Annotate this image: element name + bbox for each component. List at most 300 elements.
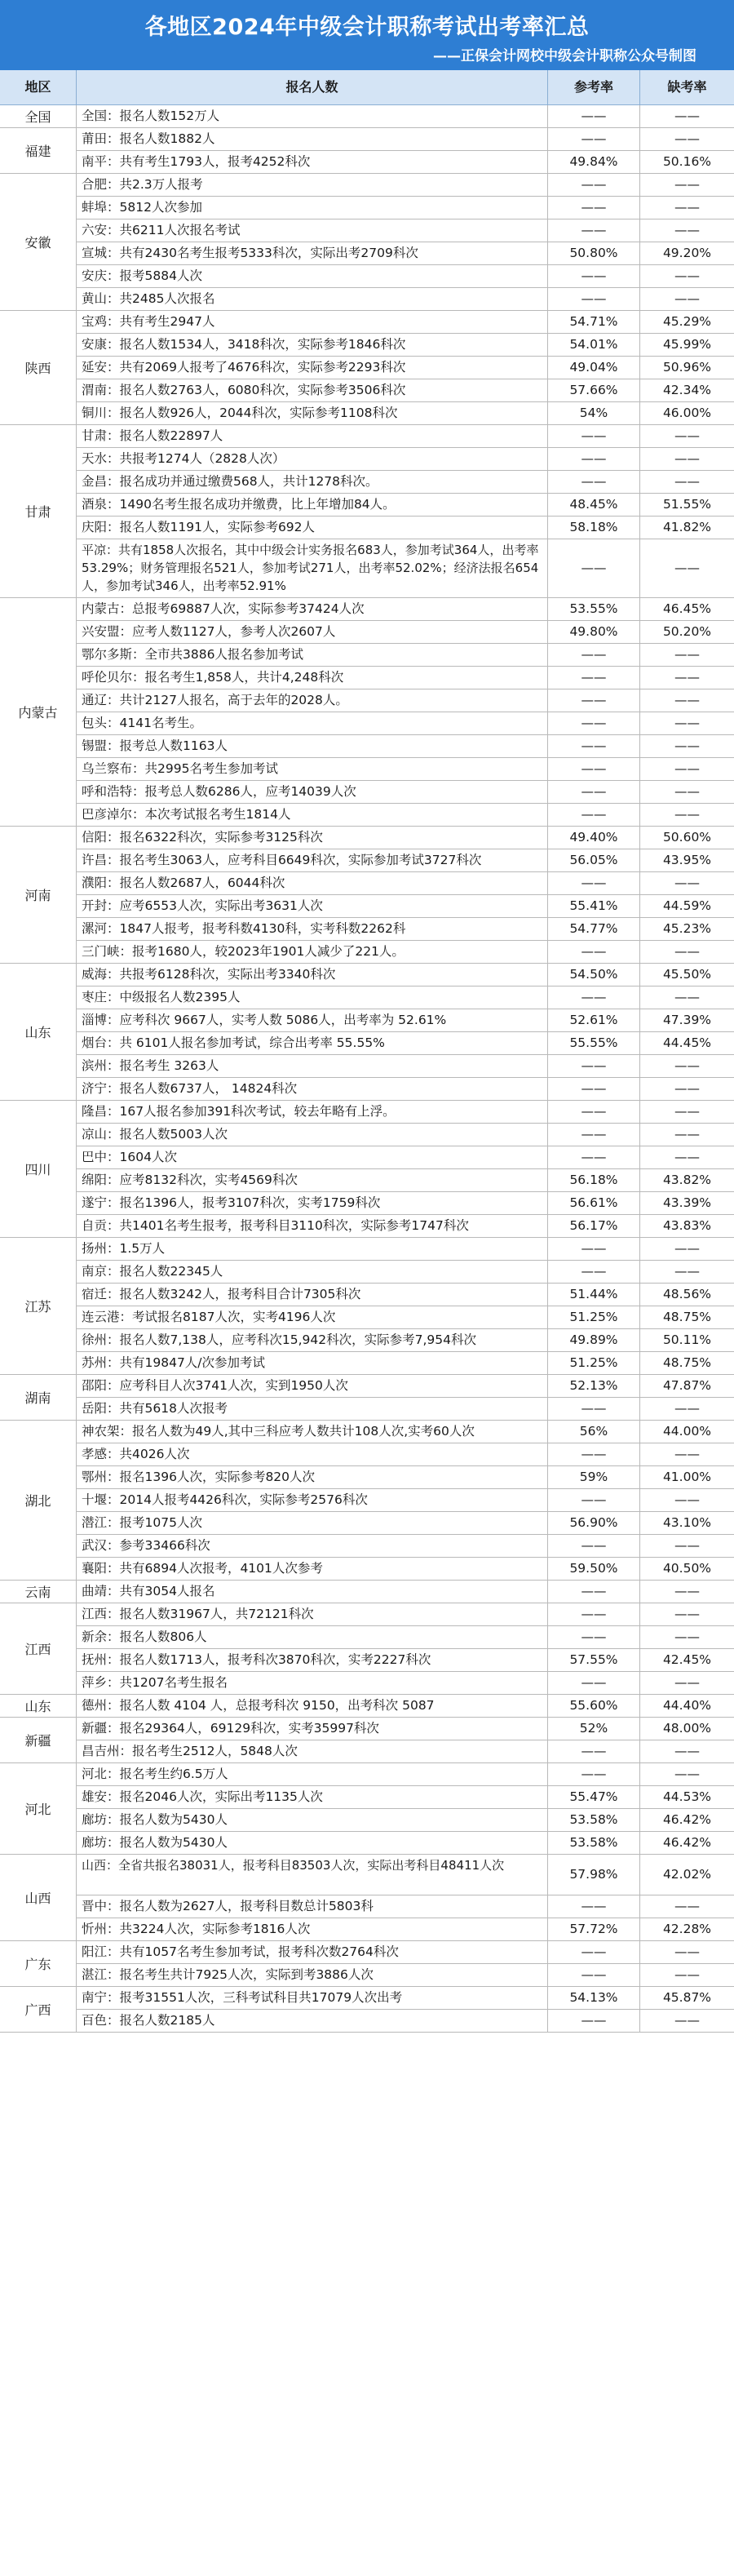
count-cell: 庆阳：报名人数1191人，实际参考692人	[77, 517, 548, 539]
count-cell: 滨州：报名考生 3263人	[77, 1055, 548, 1078]
table-row	[0, 357, 734, 379]
count-cell: 淄博：应考科次 9667人，实考人数 5086人，出考率为 52.61%	[77, 1009, 548, 1032]
attend-rate-cell: 57.55%	[548, 1649, 640, 1672]
absent-rate-cell: 42.34%	[640, 379, 734, 402]
count-cell: 兴安盟：应考人数1127人，参考人次2607人	[77, 621, 548, 644]
attend-rate-cell: ——	[548, 539, 640, 598]
absent-rate-cell: 49.20%	[640, 242, 734, 265]
attend-rate-cell: 57.98%	[548, 1855, 640, 1895]
count-cell: 安康：报名人数1534人，3418科次，实际参考1846科次	[77, 334, 548, 357]
attend-rate-cell: ——	[548, 1672, 640, 1695]
table-row	[0, 1375, 734, 1398]
count-cell: 新疆：报名29364人，69129科次，实考35997科次	[77, 1718, 548, 1740]
region-cell: 江苏	[0, 1238, 77, 1375]
table-row	[0, 1964, 734, 1987]
count-cell: 宿迁：报名人数3242人，报考科目合计7305科次	[77, 1284, 548, 1306]
absent-rate-cell: 44.53%	[640, 1786, 734, 1809]
absent-rate-cell: 47.87%	[640, 1375, 734, 1398]
count-cell: 宝鸡：共有考生2947人	[77, 311, 548, 334]
absent-rate-cell: ——	[640, 1443, 734, 1466]
absent-rate-cell: ——	[640, 689, 734, 712]
count-cell: 岳阳：共有5618人次报考	[77, 1398, 548, 1421]
table-row	[0, 1832, 734, 1855]
table-row	[0, 987, 734, 1009]
table-row	[0, 689, 734, 712]
attend-rate-cell: ——	[548, 1941, 640, 1964]
absent-rate-cell: ——	[640, 735, 734, 758]
region-cell: 山西	[0, 1855, 77, 1941]
count-cell: 德州：报名人数 4104 人，总报考科次 9150，出考科次 5087	[77, 1695, 548, 1718]
page-subtitle: ——正保会计网校中级会计职称公众号制图	[433, 48, 696, 64]
table-row	[0, 1261, 734, 1284]
absent-rate-cell: 45.29%	[640, 311, 734, 334]
count-cell: 湛江：报名考生共计7925人次，实际到考3886人次	[77, 1964, 548, 1987]
attend-rate-cell: ——	[548, 1626, 640, 1649]
count-cell: 昌吉州：报名考生2512人，5848人次	[77, 1740, 548, 1763]
attend-rate-cell: 53.55%	[548, 598, 640, 621]
absent-rate-cell: 42.02%	[640, 1855, 734, 1895]
absent-rate-cell: ——	[640, 2010, 734, 2033]
count-cell: 徐州：报名人数7,138人，应考科次15,942科次，实际参考7,954科次	[77, 1329, 548, 1352]
count-cell: 许昌：报名考生3063人，应考科目6649科次，实际参加考试3727科次	[77, 849, 548, 872]
attend-rate-cell: 50.80%	[548, 242, 640, 265]
attend-rate-cell: ——	[548, 1101, 640, 1124]
count-cell: 合肥：共2.3万人报考	[77, 174, 548, 197]
region-cell: 江西	[0, 1603, 77, 1695]
count-cell: 孝感：共4026人次	[77, 1443, 548, 1466]
attend-rate-cell: ——	[548, 872, 640, 895]
table-row	[0, 1558, 734, 1581]
count-cell: 凉山：报名人数5003人次	[77, 1124, 548, 1146]
table-row	[0, 128, 734, 151]
count-cell: 黄山：共2485人次报名	[77, 288, 548, 311]
count-cell: 南宁：报考31551人次，三科考试科目共17079人次出考	[77, 1987, 548, 2010]
absent-rate-cell: ——	[640, 1398, 734, 1421]
absent-rate-cell: 44.45%	[640, 1032, 734, 1055]
attend-rate-cell: ——	[548, 1055, 640, 1078]
attend-rate-cell: 51.44%	[548, 1284, 640, 1306]
attend-rate-cell: ——	[548, 174, 640, 197]
attend-rate-cell: 56%	[548, 1421, 640, 1443]
count-cell: 曲靖：共有3054人报名	[77, 1581, 548, 1603]
table-row	[0, 1695, 734, 1718]
absent-rate-cell: ——	[640, 644, 734, 667]
table-row	[0, 1672, 734, 1695]
region-cell: 云南	[0, 1581, 77, 1603]
attend-rate-cell: 55.55%	[548, 1032, 640, 1055]
absent-rate-cell: ——	[640, 941, 734, 964]
table-row	[0, 644, 734, 667]
count-cell: 南平：共有考生1793人，报考4252科次	[77, 151, 548, 174]
table-row	[0, 471, 734, 494]
table-row	[0, 941, 734, 964]
region-cell: 陕西	[0, 311, 77, 425]
absent-rate-cell: ——	[640, 1101, 734, 1124]
attend-rate-cell: ——	[548, 197, 640, 219]
absent-rate-cell: ——	[640, 1261, 734, 1284]
attend-rate-cell: 55.47%	[548, 1786, 640, 1809]
count-cell: 抚州：报名人数1713人，报考科次3870科次，实考2227科次	[77, 1649, 548, 1672]
absent-rate-cell: 48.75%	[640, 1306, 734, 1329]
absent-rate-cell: ——	[640, 1964, 734, 1987]
absent-rate-cell: ——	[640, 1740, 734, 1763]
attend-rate-cell: 55.60%	[548, 1695, 640, 1718]
attend-rate-cell: 49.84%	[548, 151, 640, 174]
count-cell: 天水：共报考1274人（2828人次）	[77, 448, 548, 471]
attend-rate-cell: 59.50%	[548, 1558, 640, 1581]
attend-rate-cell: 54.50%	[548, 964, 640, 987]
attend-rate-cell: ——	[548, 105, 640, 128]
absent-rate-cell: ——	[640, 781, 734, 804]
table-row	[0, 1055, 734, 1078]
table-row	[0, 1398, 734, 1421]
region-cell: 广东	[0, 1941, 77, 1987]
absent-rate-cell: 46.00%	[640, 402, 734, 425]
count-cell: 萍乡：共1207名考生报名	[77, 1672, 548, 1695]
table-row	[0, 1009, 734, 1032]
attend-rate-cell: 56.18%	[548, 1169, 640, 1192]
count-cell: 枣庄：中级报名人数2395人	[77, 987, 548, 1009]
attend-rate-cell: 56.17%	[548, 1215, 640, 1238]
absent-rate-cell: ——	[640, 1672, 734, 1695]
absent-rate-cell: 47.39%	[640, 1009, 734, 1032]
count-cell: 烟台：共 6101人报名参加考试，综合出考率 55.55%	[77, 1032, 548, 1055]
count-cell: 山西：全省共报名38031人，报考科目83503人次，实际出考科目48411人次	[77, 1855, 548, 1895]
count-cell: 苏州：共有19847人/次参加考试	[77, 1352, 548, 1375]
count-cell: 忻州：共3224人次，实际参考1816人次	[77, 1918, 548, 1941]
attend-rate-cell: 49.80%	[548, 621, 640, 644]
attend-rate-cell: ——	[548, 448, 640, 471]
count-cell: 酒泉：1490名考生报名成功并缴费，比上年增加84人。	[77, 494, 548, 517]
table-row	[0, 758, 734, 781]
region-cell: 湖南	[0, 1375, 77, 1421]
absent-rate-cell: 40.50%	[640, 1558, 734, 1581]
table-row	[0, 265, 734, 288]
count-cell: 蚌埠：5812人次参加	[77, 197, 548, 219]
table-row	[0, 1352, 734, 1375]
region-cell: 河南	[0, 827, 77, 964]
count-cell: 南京：报名人数22345人	[77, 1261, 548, 1284]
region-cell: 安徽	[0, 174, 77, 311]
count-cell: 武汉：参考33466科次	[77, 1535, 548, 1558]
absent-rate-cell: ——	[640, 712, 734, 735]
table-row	[0, 1918, 734, 1941]
absent-rate-cell: ——	[640, 1895, 734, 1918]
attend-rate-cell: ——	[548, 1740, 640, 1763]
attend-rate-cell: ——	[548, 1398, 640, 1421]
column-header-absent: 缺考率	[667, 79, 707, 95]
absent-rate-cell: 51.55%	[640, 494, 734, 517]
count-cell: 全国：报名人数152万人	[77, 105, 548, 128]
absent-rate-cell: 43.10%	[640, 1512, 734, 1535]
table-row	[0, 1512, 734, 1535]
region-cell: 福建	[0, 128, 77, 174]
table-row	[0, 1740, 734, 1763]
table-row	[0, 539, 734, 598]
count-cell: 呼和浩特：报考总人数6286人，应考14039人次	[77, 781, 548, 804]
count-cell: 锡盟：报考总人数1163人	[77, 735, 548, 758]
attend-rate-cell: 57.66%	[548, 379, 640, 402]
column-header-region: 地区	[0, 70, 77, 104]
attend-rate-cell: ——	[548, 735, 640, 758]
table-row	[0, 1078, 734, 1101]
count-cell: 内蒙古：总报考69887人次，实际参考37424人次	[77, 598, 548, 621]
table-row	[0, 2010, 734, 2033]
absent-rate-cell: 42.28%	[640, 1918, 734, 1941]
attend-rate-cell: ——	[548, 219, 640, 242]
absent-rate-cell: 45.99%	[640, 334, 734, 357]
count-cell: 济宁：报名人数6737人， 14824科次	[77, 1078, 548, 1101]
absent-rate-cell: ——	[640, 1238, 734, 1261]
count-cell: 连云港：考试报名8187人次，实考4196人次	[77, 1306, 548, 1329]
count-cell: 百色：报名人数2185人	[77, 2010, 548, 2033]
attend-rate-cell: ——	[548, 1146, 640, 1169]
table-row	[0, 425, 734, 448]
absent-rate-cell: 43.95%	[640, 849, 734, 872]
attend-rate-cell: 49.40%	[548, 827, 640, 849]
table-row	[0, 311, 734, 334]
attend-rate-cell: ——	[548, 1763, 640, 1786]
table-row	[0, 242, 734, 265]
attend-rate-cell: ——	[548, 1581, 640, 1603]
absent-rate-cell: 45.87%	[640, 1987, 734, 2010]
attend-rate-cell: ——	[548, 471, 640, 494]
count-cell: 阳江：共有1057名考生参加考试，报考科次数2764科次	[77, 1941, 548, 1964]
absent-rate-cell: ——	[640, 1489, 734, 1512]
attend-rate-cell: 57.72%	[548, 1918, 640, 1941]
region-cell: 河北	[0, 1763, 77, 1855]
attend-rate-cell: 58.18%	[548, 517, 640, 539]
count-cell: 信阳：报名6322科次，实际参考3125科次	[77, 827, 548, 849]
count-cell: 扬州：1.5万人	[77, 1238, 548, 1261]
attend-rate-cell: ——	[548, 712, 640, 735]
table-row	[0, 174, 734, 197]
count-cell: 开封：应考6553人次，实际出考3631人次	[77, 895, 548, 918]
count-cell: 三门峡：报考1680人，较2023年1901人减少了221人。	[77, 941, 548, 964]
column-header-row	[0, 70, 734, 105]
absent-rate-cell: ——	[640, 1055, 734, 1078]
table-row	[0, 517, 734, 539]
table-row	[0, 1603, 734, 1626]
attend-rate-cell: ——	[548, 1238, 640, 1261]
attend-rate-cell: 54%	[548, 402, 640, 425]
absent-rate-cell: 50.96%	[640, 357, 734, 379]
attend-rate-cell: 48.45%	[548, 494, 640, 517]
attend-rate-cell: ——	[548, 128, 640, 151]
attend-rate-cell: 56.61%	[548, 1192, 640, 1215]
table-row	[0, 1101, 734, 1124]
attend-rate-cell: ——	[548, 265, 640, 288]
table-row	[0, 379, 734, 402]
count-cell: 遂宁：报名1396人，报考3107科次，实考1759科次	[77, 1192, 548, 1215]
table-row	[0, 1192, 734, 1215]
absent-rate-cell: ——	[640, 471, 734, 494]
table-row	[0, 1421, 734, 1443]
attend-rate-cell: ——	[548, 2010, 640, 2033]
table-row	[0, 827, 734, 849]
attend-rate-cell: 54.71%	[548, 311, 640, 334]
absent-rate-cell: 41.00%	[640, 1466, 734, 1489]
table-row	[0, 849, 734, 872]
absent-rate-cell: ——	[640, 1581, 734, 1603]
count-cell: 鄂州：报名1396人次，实际参考820人次	[77, 1466, 548, 1489]
count-cell: 平凉：共有1858人次报名，其中中级会计实务报名683人，参加考试364人，出考率53.29%；财务管理报名521人，参加考试271人，出考率52.02%；经济法报名654人，参加考试346人，出考率52.91%	[77, 539, 548, 598]
count-cell: 宣城：共有2430名考生报考5333科次，实际出考2709科次	[77, 242, 548, 265]
table-row	[0, 1329, 734, 1352]
attend-rate-cell: ——	[548, 1895, 640, 1918]
attend-rate-cell: 49.89%	[548, 1329, 640, 1352]
absent-rate-cell: 48.75%	[640, 1352, 734, 1375]
absent-rate-cell: 46.45%	[640, 598, 734, 621]
table-row	[0, 494, 734, 517]
table-row	[0, 1169, 734, 1192]
count-cell: 巴中：1604人次	[77, 1146, 548, 1169]
table-row	[0, 1809, 734, 1832]
table-row	[0, 1626, 734, 1649]
count-cell: 乌兰察布：共2995名考生参加考试	[77, 758, 548, 781]
absent-rate-cell: ——	[640, 197, 734, 219]
absent-rate-cell: 50.11%	[640, 1329, 734, 1352]
attend-rate-cell: 54.13%	[548, 1987, 640, 2010]
absent-rate-cell: ——	[640, 1626, 734, 1649]
absent-rate-cell: 43.39%	[640, 1192, 734, 1215]
table-row	[0, 804, 734, 827]
absent-rate-cell: ——	[640, 425, 734, 448]
absent-rate-cell: ——	[640, 288, 734, 311]
absent-rate-cell: 44.59%	[640, 895, 734, 918]
attend-rate-cell: ——	[548, 941, 640, 964]
absent-rate-cell: 50.60%	[640, 827, 734, 849]
count-cell: 潜江：报考1075人次	[77, 1512, 548, 1535]
table-row	[0, 402, 734, 425]
attend-rate-cell: ——	[548, 1535, 640, 1558]
absent-rate-cell: 50.16%	[640, 151, 734, 174]
count-cell: 六安：共6211人次报名考试	[77, 219, 548, 242]
absent-rate-cell: 46.42%	[640, 1809, 734, 1832]
attend-rate-cell: ——	[548, 758, 640, 781]
absent-rate-cell: ——	[640, 804, 734, 827]
count-cell: 金昌：报名成功并通过缴费568人，共计1278科次。	[77, 471, 548, 494]
attend-rate-cell: ——	[548, 288, 640, 311]
count-cell: 延安：共有2069人报考了4676科次，实际参考2293科次	[77, 357, 548, 379]
table-row	[0, 1443, 734, 1466]
attend-rate-cell: 56.05%	[548, 849, 640, 872]
absent-rate-cell: ——	[640, 1603, 734, 1626]
region-cell: 湖北	[0, 1421, 77, 1581]
absent-rate-cell: ——	[640, 174, 734, 197]
table-row	[0, 918, 734, 941]
attend-rate-cell: 49.04%	[548, 357, 640, 379]
column-header-attend: 参考率	[548, 70, 640, 104]
table-row	[0, 334, 734, 357]
count-cell: 邵阳：应考科目人次3741人次，实到1950人次	[77, 1375, 548, 1398]
count-cell: 铜川：报名人数926人，2044科次，实际参考1108科次	[77, 402, 548, 425]
attend-rate-cell: 51.25%	[548, 1352, 640, 1375]
region-cell: 内蒙古	[0, 598, 77, 827]
count-cell: 鄂尔多斯：全市共3886人报名参加考试	[77, 644, 548, 667]
table-header-banner	[0, 0, 734, 71]
attend-rate-cell: ——	[548, 644, 640, 667]
attend-rate-cell: ——	[548, 1078, 640, 1101]
table-row	[0, 1649, 734, 1672]
table-row	[0, 1238, 734, 1261]
table-row	[0, 1466, 734, 1489]
absent-rate-cell: 48.00%	[640, 1718, 734, 1740]
count-cell: 安庆：报考5884人次	[77, 265, 548, 288]
table-row	[0, 219, 734, 242]
attend-rate-cell: 53.58%	[548, 1809, 640, 1832]
absent-rate-cell: 46.42%	[640, 1832, 734, 1855]
table-row	[0, 598, 734, 621]
table-row	[0, 1032, 734, 1055]
region-cell: 山东	[0, 1695, 77, 1718]
count-cell: 江西：报名人数31967人，共72121科次	[77, 1603, 548, 1626]
absent-rate-cell: ——	[640, 1763, 734, 1786]
attend-rate-cell: ——	[548, 781, 640, 804]
table-row	[0, 712, 734, 735]
region-cell: 甘肃	[0, 425, 77, 598]
count-cell: 雄安：报名2046人次，实际出考1135人次	[77, 1786, 548, 1809]
table-row	[0, 1718, 734, 1740]
attend-rate-cell: ——	[548, 1443, 640, 1466]
absent-rate-cell: ——	[640, 1146, 734, 1169]
count-cell: 神农架：报名人数为49人,其中三科应考人数共计108人次,实考60人次	[77, 1421, 548, 1443]
region-cell: 新疆	[0, 1718, 77, 1763]
attend-rate-cell: ——	[548, 1964, 640, 1987]
absent-rate-cell: ——	[640, 265, 734, 288]
count-cell: 隆昌：167人报名参加391科次考试，较去年略有上浮。	[77, 1101, 548, 1124]
absent-rate-cell: ——	[640, 128, 734, 151]
table-row	[0, 1895, 734, 1918]
count-cell: 自贡：共1401名考生报考，报考科目3110科次，实际参考1747科次	[77, 1215, 548, 1238]
table-row	[0, 1215, 734, 1238]
absent-rate-cell: 50.20%	[640, 621, 734, 644]
absent-rate-cell: ——	[640, 987, 734, 1009]
table-row	[0, 448, 734, 471]
count-cell: 廊坊：报名人数为5430人	[77, 1809, 548, 1832]
page-title: 各地区2024年中级会计职称考试出考率汇总	[144, 15, 590, 40]
absent-rate-cell: 45.50%	[640, 964, 734, 987]
absent-rate-cell: 42.45%	[640, 1649, 734, 1672]
absent-rate-cell: ——	[640, 1124, 734, 1146]
table-row	[0, 964, 734, 987]
region-cell: 山东	[0, 964, 77, 1101]
table-row	[0, 197, 734, 219]
count-cell: 河北：报名考生约6.5万人	[77, 1763, 548, 1786]
table-row	[0, 1941, 734, 1964]
table-row	[0, 1763, 734, 1786]
count-cell: 呼伦贝尔：报名考生1,858人，共计4,248科次	[77, 667, 548, 689]
attend-rate-cell: 52.61%	[548, 1009, 640, 1032]
count-cell: 新余：报名人数806人	[77, 1626, 548, 1649]
attend-rate-cell: 55.41%	[548, 895, 640, 918]
count-cell: 威海：共报考6128科次，实际出考3340科次	[77, 964, 548, 987]
region-cell: 全国	[0, 105, 77, 128]
attend-rate-cell: 56.90%	[548, 1512, 640, 1535]
count-cell: 巴彦淖尔：本次考试报名考生1814人	[77, 804, 548, 827]
table-row	[0, 667, 734, 689]
attend-rate-cell: ——	[548, 804, 640, 827]
count-cell: 绵阳：应考8132科次，实考4569科次	[77, 1169, 548, 1192]
count-cell: 通辽：共计2127人报名，高于去年的2028人。	[77, 689, 548, 712]
count-cell: 漯河：1847人报考，报考科数4130科，实考科数2262科	[77, 918, 548, 941]
count-cell: 襄阳：共有6894人次报考，4101人次参考	[77, 1558, 548, 1581]
absent-rate-cell: 45.23%	[640, 918, 734, 941]
table-row	[0, 621, 734, 644]
absent-rate-cell: 44.40%	[640, 1695, 734, 1718]
table-row	[0, 1535, 734, 1558]
absent-rate-cell: ——	[640, 667, 734, 689]
